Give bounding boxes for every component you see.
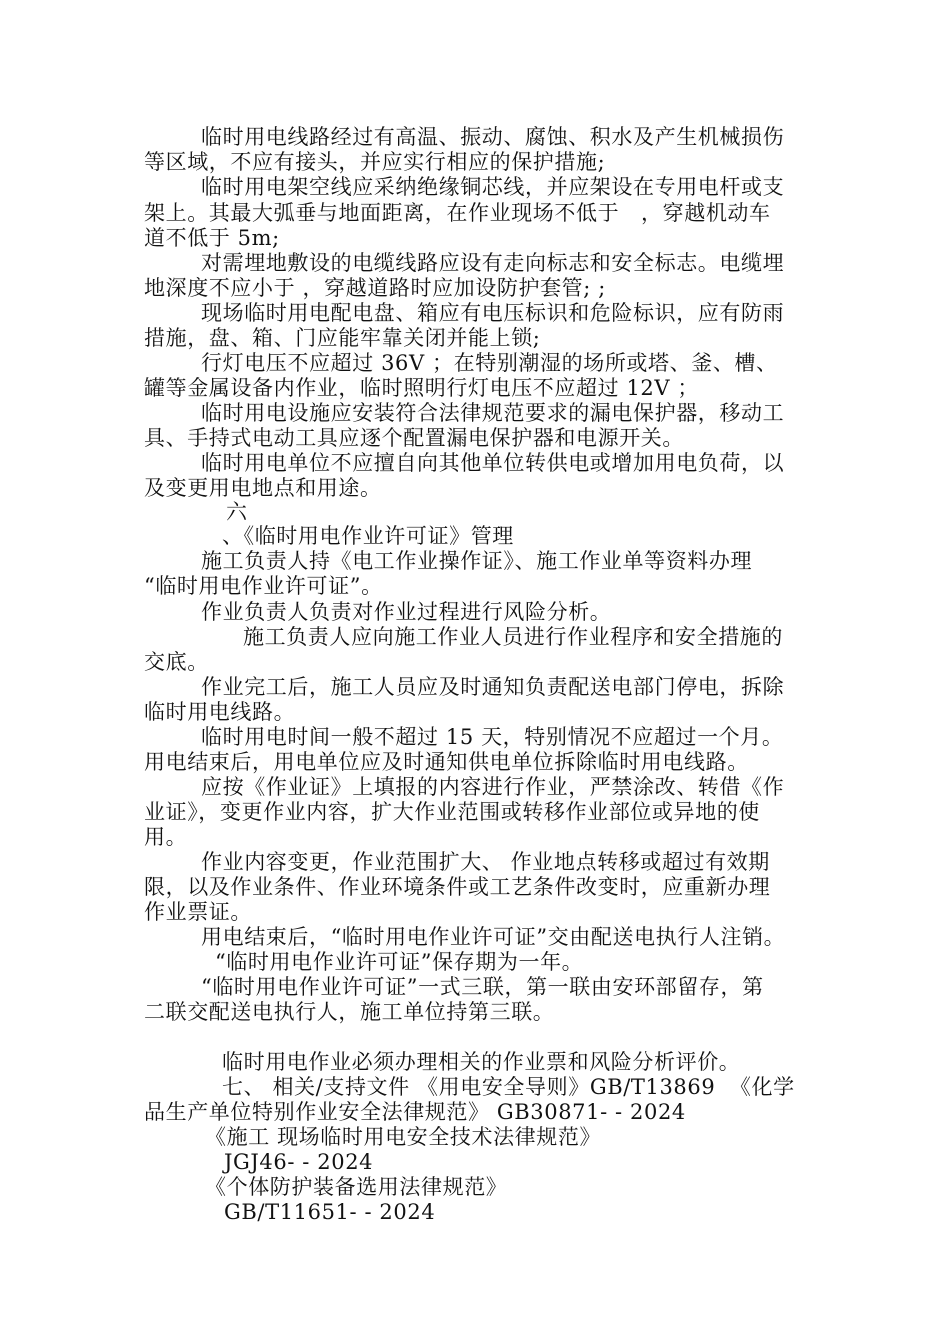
- text-line: 应按《作业证》上填报的内容进行作业，严禁涂改、转借《作: [201, 775, 785, 799]
- text-line: 作业票证。: [144, 900, 252, 924]
- section-number: 六: [226, 500, 248, 524]
- text-line: 现场临时用电配电盘、箱应有电压标识和危险标识，应有防雨: [201, 301, 785, 325]
- section-heading: 七、 相关/支持文件 《用电安全导则》GB/T13869 《化学: [222, 1075, 795, 1099]
- text-line: 道不低于 5m;: [144, 226, 280, 250]
- text-line: “临时用电作业许可证”保存期为一年。: [215, 950, 584, 974]
- text-line: “临时用电作业许可证”。: [144, 574, 383, 598]
- text-line: 临时用电时间一般不超过 15 天，特别情况不应超过一个月。: [201, 725, 784, 749]
- reference-title: 《个体防护装备选用法律规范》: [205, 1175, 508, 1199]
- text-line: 作业完工后，施工人员应及时通知负责配送电部门停电，拆除: [201, 675, 785, 699]
- reference-title: 《施工 现场临时用电安全技术法律规范》: [205, 1125, 602, 1149]
- text-line: 用电结束后，“临时用电作业许可证”交由配送电执行人注销。: [201, 925, 786, 949]
- text-line: 临时用电线路经过有高温、振动、腐蚀、积水及产生机械损伤: [201, 125, 785, 149]
- text-line: 交底。: [144, 650, 209, 674]
- text-line: 架上。其最大弧垂与地面距离，在作业现场不低于 ，穿越机动车: [144, 201, 771, 225]
- text-line: 行灯电压不应超过 36V ；在特别潮湿的场所或塔、釜、槽、: [201, 351, 778, 375]
- text-line: 临时用电单位不应擅自向其他单位转供电或增加用电负荷，以: [201, 451, 785, 475]
- text-line: 业证》，变更作业内容，扩大作业范围或转移作业部位或异地的使: [144, 800, 760, 824]
- text-line: 及变更用电地点和用途。: [144, 476, 382, 500]
- text-line: 罐等金属设备内作业，临时照明行灯电压不应超过 12V ；: [144, 376, 700, 400]
- section-heading: 、《临时用电作业许可证》管理: [222, 524, 514, 548]
- text-line: 限，以及作业条件、作业环境条件或工艺条件改变时，应重新办理: [144, 875, 771, 899]
- text-line: 作业内容变更，作业范围扩大、 作业地点转移或超过有效期: [201, 850, 770, 874]
- text-line: 用电结束后，用电单位应及时通知供电单位拆除临时用电线路。: [144, 750, 749, 774]
- reference-code: GB/T11651- - 2024: [224, 1200, 436, 1224]
- text-line: “临时用电作业许可证”一式三联，第一联由安环部留存，第: [201, 975, 764, 999]
- text-line: 二联交配送电执行人，施工单位持第三联。: [144, 1000, 555, 1024]
- text-line: 品生产单位特别作业安全法律规范》 GB30871- - 2024: [144, 1100, 686, 1124]
- text-line: 地深度不应小于 ，穿越道路时应加设防护套管; ;: [144, 276, 606, 300]
- reference-code: JGJ46- - 2024: [224, 1150, 374, 1174]
- text-line: 临时用电架空线应采纳绝缘铜芯线，并应架设在专用电杆或支: [201, 175, 785, 199]
- text-line: 等区域，不应有接头，并应实行相应的保护措施;: [144, 150, 606, 174]
- text-line: 对需埋地敷设的电缆线路应设有走向标志和安全标志。电缆埋: [201, 251, 785, 275]
- text-line: 措施，盘、箱、门应能牢靠关闭并能上锁;: [144, 326, 541, 350]
- text-line: 用。: [144, 825, 188, 849]
- text-line: 作业负责人负责对作业过程进行风险分析。: [201, 600, 612, 624]
- text-line: 具、手持式电动工具应逐个配置漏电保护器和电源开关。: [144, 426, 684, 450]
- text-line: 施工负责人应向施工作业人员进行作业程序和安全措施的: [243, 625, 783, 649]
- text-line: 临时用电设施应安装符合法律规范要求的漏电保护器，移动工: [201, 401, 785, 425]
- text-line: 施工负责人持《电工作业操作证》、施工作业单等资料办理: [201, 549, 753, 573]
- text-line: 临时用电线路。: [144, 700, 296, 724]
- text-line: 临时用电作业必须办理相关的作业票和风险分析评价。: [222, 1050, 741, 1074]
